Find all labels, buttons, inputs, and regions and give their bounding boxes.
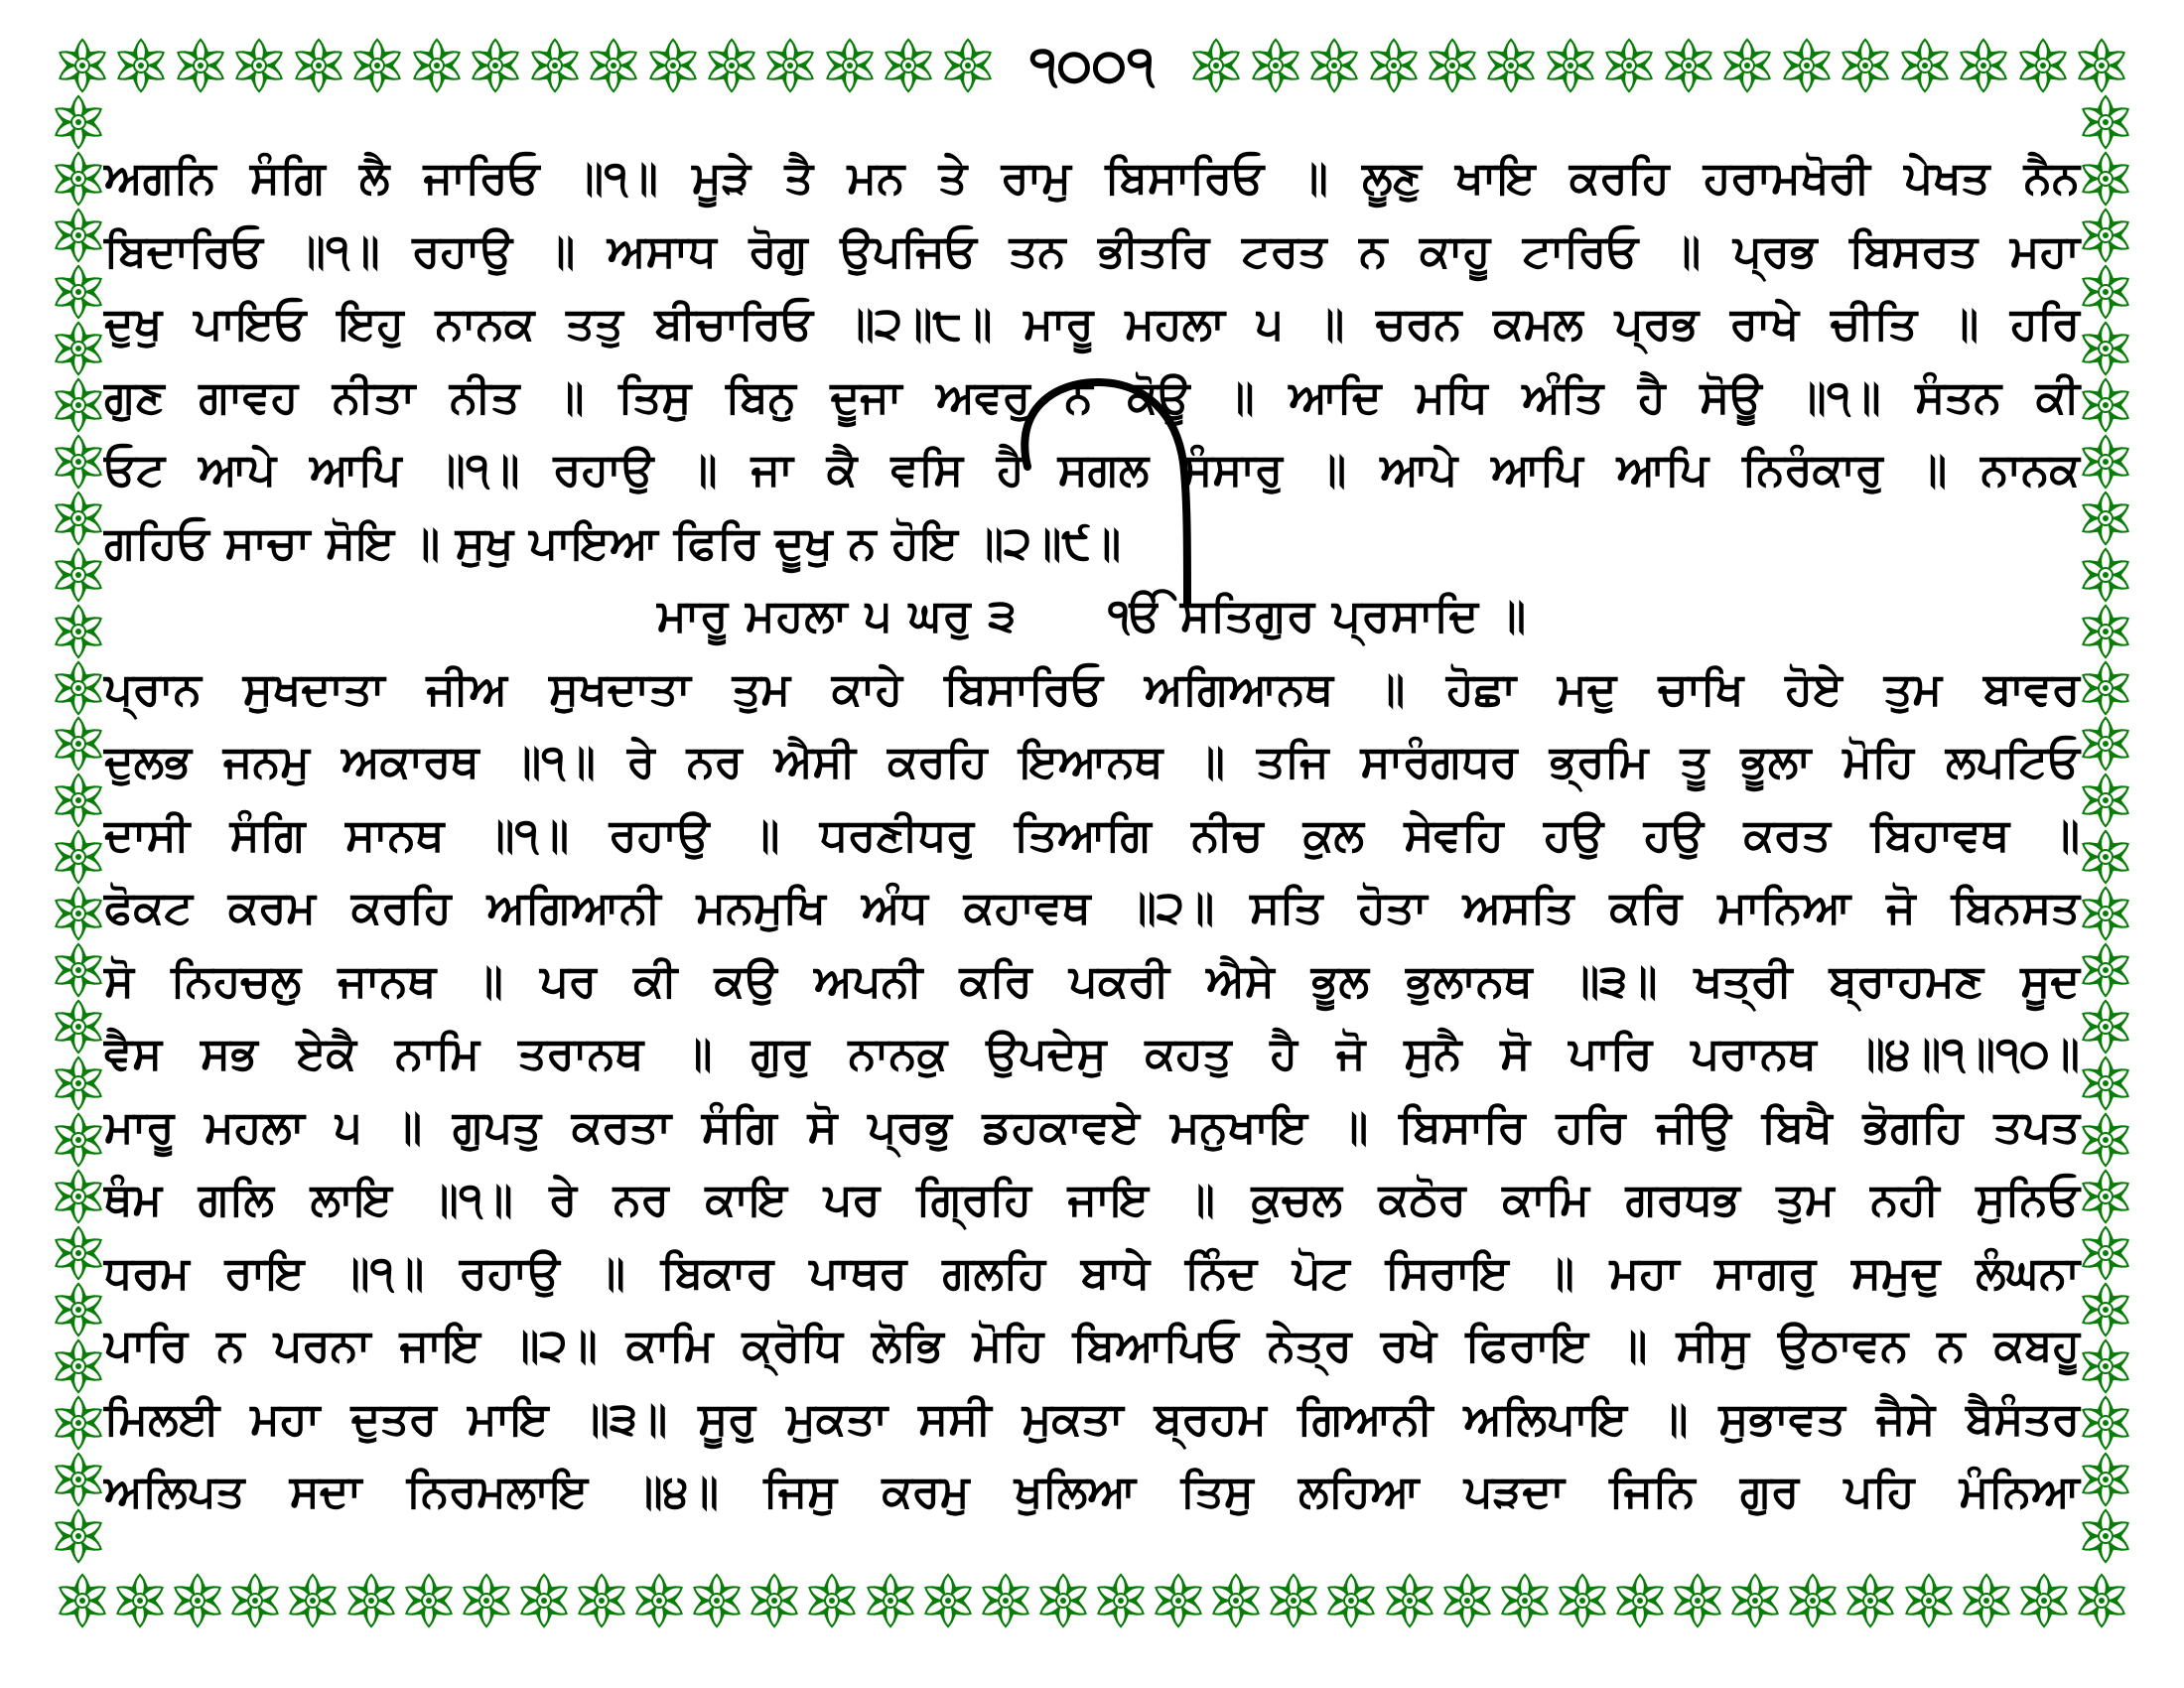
scripture-line: ਪ੍ਰਾਨ ਸੁਖਦਾਤਾ ਜੀਅ ਸੁਖਦਾਤਾ ਤੁਮ ਕਾਹੇ ਬਿਸਾਰਿਓ ਅਗਿਆਨਥ ॥ ਹੋਛਾ ਮਦੁ ਚਾਖਿ ਹੋਏ ਤੁਮ ਬਾਵਰ (104, 661, 2080, 715)
flower-border-icon (51, 1055, 106, 1111)
flower-border-icon (51, 1225, 106, 1281)
flower-border-icon (1366, 38, 1422, 93)
flower-border-icon (1901, 1573, 1957, 1628)
flower-border-icon (2078, 773, 2133, 828)
flower-border-icon (55, 1573, 110, 1628)
flower-border-icon (459, 1573, 514, 1628)
flower-border-icon (173, 38, 228, 93)
flower-border-icon (1555, 1573, 1610, 1628)
scripture-text (104, 141, 2080, 1528)
flower-border-icon (1843, 1573, 1898, 1628)
flower-border-icon (2078, 829, 2133, 885)
scripture-line: ਦੁਲਭ ਜਨਮੁ ਅਕਾਰਥ ॥੧॥ ਰੇ ਨਰ ਐਸੀ ਕਰਹਿ ਇਆਨਥ ॥ ਤਜਿ ਸਾਰੰਗਧਰ ਭ੍ਰਮਿ ਤੂ ਭੂਲਾ ਮੋਹਿ ਲਪਟਿਓ (104, 735, 2080, 787)
flower-border-icon (1497, 1573, 1553, 1628)
flower-border-icon (401, 1573, 457, 1628)
flower-border-icon (55, 38, 110, 93)
flower-border-icon (51, 1169, 106, 1224)
flower-border-icon (2078, 1452, 2133, 1507)
flower-border-icon (285, 1573, 341, 1628)
flower-border-icon (689, 1573, 745, 1628)
flower-border-icon (51, 829, 106, 885)
flower-border-icon (1661, 38, 1716, 93)
flower-border-icon (881, 38, 936, 93)
scripture-line: ਸੋ ਨਿਹਚਲੁ ਜਾਨਥ ॥ ਪਰ ਕੀ ਕਉ ਅਪਨੀ ਕਰਿ ਪਕਰੀ ਐਸੇ ਭੂਲ ਭੁਲਾਨਥ ॥੩॥ ਖਤ੍ਰੀ ਬ੍ਰਾਹਮਣ ਸੂਦ (104, 953, 2080, 1007)
flower-border-icon (645, 38, 701, 93)
flower-border-icon (704, 38, 759, 93)
flower-border-icon (1439, 1573, 1495, 1628)
flower-border-icon (1601, 38, 1657, 93)
flower-border-icon (51, 1338, 106, 1394)
flower-border-icon (1670, 1573, 1725, 1628)
flower-border-icon (409, 38, 465, 93)
scripture-line: ਦਾਸੀ ਸੰਗਿ ਸਾਨਥ ॥੧॥ ਰਹਾਉ ॥ ਧਰਣੀਧਰੁ ਤਿਆਗਿ ਨੀਚ ਕੁਲ ਸੇਵਹਿ ਹਉ ਹਉ ਕਰਤ ਬਿਹਾਵਥ ॥ (104, 807, 2080, 861)
flower-border-icon (920, 1573, 976, 1628)
scripture-line: ਓਟ ਆਪੇ ਆਪਿ ॥੧॥ ਰਹਾਉ ॥ ਜਾ ਕੈ ਵਸਿ ਹੈ ਸਗਲ ਸੰਸਾਰੁ ॥ ਆਪੇ ਆਪਿ ਆਪਿ ਨਿਰੰਕਾਰੁ ॥ ਨਾਨਕ (104, 443, 2080, 495)
flower-border-icon (1483, 38, 1539, 93)
border-top-left-strip (55, 38, 996, 93)
flower-border-icon (2078, 660, 2133, 716)
flower-border-icon (343, 1573, 399, 1628)
scripture-line: ਅਲਿਪਤ ਸਦਾ ਨਿਰਮਲਾਇ ॥੪॥ ਜਿਸੁ ਕਰਮੁ ਖੁਲਿਆ ਤਿਸੁ ਲਹਿਆ ਪੜਦਾ ਜਿਨਿ ਗੁਰ ਪਹਿ ਮੰਨਿਆ (104, 1465, 2080, 1517)
scripture-line: ਗਹਿਓ ਸਾਚਾ ਸੋਇ ॥ ਸੁਖੁ ਪਾਇਆ ਫਿਰਿ ਦੂਖੁ ਨ ਹੋਇ ॥੨॥੯॥ (104, 515, 1122, 569)
border-bottom (55, 1571, 2129, 1630)
flower-border-icon (51, 434, 106, 490)
flower-border-icon (2078, 377, 2133, 433)
flower-border-icon (1248, 38, 1303, 93)
flower-border-icon (291, 38, 346, 93)
border-top-right-strip (1188, 38, 2129, 93)
flower-border-icon (51, 1282, 106, 1337)
flower-border-icon (51, 1452, 106, 1507)
flower-border-icon (2016, 1573, 2072, 1628)
flower-border-icon (940, 38, 996, 93)
scripture-line: ਫੋਕਟ ਕਰਮ ਕਰਹਿ ਅਗਿਆਨੀ ਮਨਮੁਖਿ ਅੰਧ ਕਹਾਵਥ ॥੨॥ ਸਤਿ ਹੋਤਾ ਅਸਤਿ ਕਰਿ ਮਾਨਿਆ ਜੋ ਬਿਨਸਤ (104, 881, 2080, 933)
flower-border-icon (51, 1508, 106, 1564)
flower-border-icon (1266, 1573, 1321, 1628)
flower-border-icon (51, 208, 106, 263)
flower-border-icon (1425, 38, 1480, 93)
flower-border-icon (1897, 38, 1953, 93)
flower-border-icon (1785, 1573, 1841, 1628)
flower-border-icon (1382, 1573, 1437, 1628)
flower-border-icon (2078, 1395, 2133, 1451)
scripture-line: ਗੁਣ ਗਾਵਹ ਨੀਤਾ ਨੀਤ ॥ ਤਿਸੁ ਬਿਨੁ ਦੂਜਾ ਅਵਰੁ ਨ ਕੋਊ ॥ ਆਦਿ ਮਧਿ ਅੰਤਿ ਹੈ ਸੋਊ ॥੧॥ ਸੰਤਨ ਕੀ (104, 369, 2080, 423)
scripture-line: ਅਗਨਿ ਸੰਗਿ ਲੈ ਜਾਰਿਓ ॥੧॥ ਮੂੜੇ ਤੈ ਮਨ ਤੇ ਰਾਮੁ ਬਿਸਾਰਿਓ ॥ ਲੂਣੁ ਖਾਇ ਕਰਹਿ ਹਰਾਮਖੋਰੀ ਪੇਖਤ ਨੈਨ (104, 151, 2080, 204)
flower-border-icon (631, 1573, 687, 1628)
flower-border-icon (2078, 94, 2133, 150)
flower-border-icon (227, 1573, 283, 1628)
flower-border-icon (516, 1573, 572, 1628)
flower-border-icon (2078, 1112, 2133, 1168)
flower-border-icon (349, 38, 405, 93)
flower-border-icon (1035, 1573, 1091, 1628)
flower-border-icon (51, 1395, 106, 1451)
flower-border-icon (2078, 1508, 2133, 1564)
flower-border-icon (51, 1112, 106, 1168)
flower-border-icon (51, 773, 106, 828)
scripture-line: ਮਾਰੂ ਮਹਲਾ ੫ ॥ ਗੁਪਤੁ ਕਰਤਾ ਸੰਗਿ ਸੋ ਪ੍ਰਭੁ ਡਹਕਾਵਏ ਮਨੁਖਾਇ ॥ ਬਿਸਾਰਿ ਹਰਿ ਜੀਉ ਬਿਖੈ ਭੋਗਹਿ ਤਪਤ (104, 1099, 2080, 1153)
flower-border-icon (1956, 38, 2011, 93)
flower-border-icon (51, 321, 106, 376)
scripture-line: ਵੈਸ ਸਭ ਏਕੈ ਨਾਮਿ ਤਰਾਨਥ ॥ ਗੁਰੁ ਨਾਨਕੁ ਉਪਦੇਸੁ ਕਹਤੁ ਹੈ ਜੋ ਸੁਨੈ ਸੋ ਪਾਰਿ ਪਰਾਨਥ ॥੪॥੧॥੧੦॥ (104, 1027, 2080, 1079)
flower-border-icon (113, 38, 169, 93)
flower-border-icon (978, 1573, 1033, 1628)
flower-border-icon (1151, 1573, 1206, 1628)
flower-border-icon (2078, 208, 2133, 263)
flower-border-icon (1959, 1573, 2014, 1628)
flower-border-icon (2074, 38, 2129, 93)
scripture-line: ਬਿਦਾਰਿਓ ॥੧॥ ਰਹਾਉ ॥ ਅਸਾਧ ਰੋਗੁ ਉਪਜਿਓ ਤਨ ਭੀਤਰਿ ਟਰਤ ਨ ਕਾਹੂ ਟਾਰਿਓ ॥ ਪ੍ਰਭ ਬਿਸਰਤ ਮਹਾ (104, 223, 2080, 277)
flower-border-icon (2078, 942, 2133, 998)
flower-border-icon (2078, 264, 2133, 320)
flower-border-icon (586, 38, 641, 93)
flower-border-icon (822, 38, 878, 93)
border-left (50, 94, 107, 1564)
flower-border-icon (1188, 38, 1244, 93)
flower-border-icon (1208, 1573, 1264, 1628)
flower-border-icon (2078, 321, 2133, 376)
flower-border-icon (2078, 547, 2133, 603)
flower-border-icon (2078, 716, 2133, 772)
flower-border-icon (527, 38, 583, 93)
flower-border-icon (51, 491, 106, 546)
flower-border-icon (1612, 1573, 1668, 1628)
scripture-line: ਥੰਮ ਗਲਿ ਲਾਇ ॥੧॥ ਰੇ ਨਰ ਕਾਇ ਪਰ ਗ੍ਰਿਹਿ ਜਾਇ ॥ ਕੁਚਲ ਕਠੋਰ ਕਾਮਿ ਗਰਧਭ ਤੁਮ ਨਹੀ ਸੁਨਿਓ (104, 1173, 2080, 1225)
flower-border-icon (1779, 38, 1835, 93)
flower-border-icon (2078, 434, 2133, 490)
page-number: ੧੦੦੧ (1028, 36, 1156, 95)
flower-border-icon (51, 660, 106, 716)
flower-border-icon (1323, 1573, 1379, 1628)
flower-border-icon (762, 38, 818, 93)
scripture-line: ਮਾਰੂ ਮਹਲਾ ੫ ਘਰੁ ੩ ੴ ਸਤਿਗੁਰ ਪ੍ਰਸਾਦਿ ॥ (656, 589, 1528, 641)
flower-border-icon (51, 604, 106, 659)
flower-border-icon (1838, 38, 1893, 93)
border-top (55, 36, 2129, 95)
flower-border-icon (2078, 1225, 2133, 1281)
flower-border-icon (51, 999, 106, 1055)
flower-border-icon (51, 942, 106, 998)
flower-border-icon (51, 377, 106, 433)
flower-border-icon (51, 547, 106, 603)
flower-border-icon (1543, 38, 1598, 93)
flower-border-icon (2074, 1573, 2129, 1628)
flower-border-icon (2078, 1338, 2133, 1394)
flower-border-icon (2078, 1282, 2133, 1337)
flower-border-icon (112, 1573, 168, 1628)
flower-border-icon (1093, 1573, 1149, 1628)
flower-border-icon (51, 264, 106, 320)
flower-border-icon (51, 716, 106, 772)
scripture-line: ਮਿਲਈ ਮਹਾ ਦੁਤਰ ਮਾਇ ॥੩॥ ਸੂਰੁ ਮੁਕਤਾ ਸਸੀ ਮੁਕਤਾ ਬ੍ਰਹਮ ਗਿਆਨੀ ਅਲਿਪਾਇ ॥ ਸੁਭਾਵਤ ਜੈਸੇ ਬੈਸੰਤਰ (104, 1391, 2080, 1445)
flower-border-icon (2078, 1055, 2133, 1111)
flower-border-icon (863, 1573, 918, 1628)
flower-border-icon (1306, 38, 1362, 93)
scripture-line: ਦੁਖੁ ਪਾਇਓ ਇਹੁ ਨਾਨਕ ਤਤੁ ਬੀਚਾਰਿਓ ॥੨॥੮॥ ਮਾਰੂ ਮਹਲਾ ੫ ॥ ਚਰਨ ਕਮਲ ਪ੍ਰਭ ਰਾਖੇ ਚੀਤਿ ॥ ਹਰਿ (104, 297, 2080, 350)
flower-border-icon (2078, 491, 2133, 546)
flower-border-icon (2078, 151, 2133, 207)
flower-border-icon (1727, 1573, 1783, 1628)
flower-border-icon (468, 38, 523, 93)
flower-border-icon (1719, 38, 1775, 93)
flower-border-icon (574, 1573, 629, 1628)
flower-border-icon (231, 38, 287, 93)
flower-border-icon (2078, 886, 2133, 941)
scripture-line: ਪਾਰਿ ਨ ਪਰਨਾ ਜਾਇ ॥੨॥ ਕਾਮਿ ਕ੍ਰੋਧਿ ਲੋਭਿ ਮੋਹਿ ਬਿਆਪਿਓ ਨੇਤ੍ਰ ਰਖੇ ਫਿਰਾਇ ॥ ਸੀਸੁ ਉਠਾਵਨ ਨ ਕਬਹੂ (104, 1319, 2080, 1371)
flower-border-icon (2078, 1169, 2133, 1224)
border-right (2077, 94, 2134, 1564)
flower-border-icon (170, 1573, 225, 1628)
flower-border-icon (51, 151, 106, 207)
flower-border-icon (2015, 38, 2071, 93)
flower-border-icon (51, 94, 106, 150)
flower-border-icon (804, 1573, 860, 1628)
flower-border-icon (2078, 999, 2133, 1055)
flower-border-icon (747, 1573, 802, 1628)
flower-border-icon (2078, 604, 2133, 659)
flower-border-icon (51, 886, 106, 941)
scripture-line: ਧਰਮ ਰਾਇ ॥੧॥ ਰਹਾਉ ॥ ਬਿਕਾਰ ਪਾਥਰ ਗਲਹਿ ਬਾਧੇ ਨਿੰਦ ਪੋਟ ਸਿਰਾਇ ॥ ਮਹਾ ਸਾਗਰੁ ਸਮੁਦੁ ਲੰਘਨਾ (104, 1245, 2080, 1299)
